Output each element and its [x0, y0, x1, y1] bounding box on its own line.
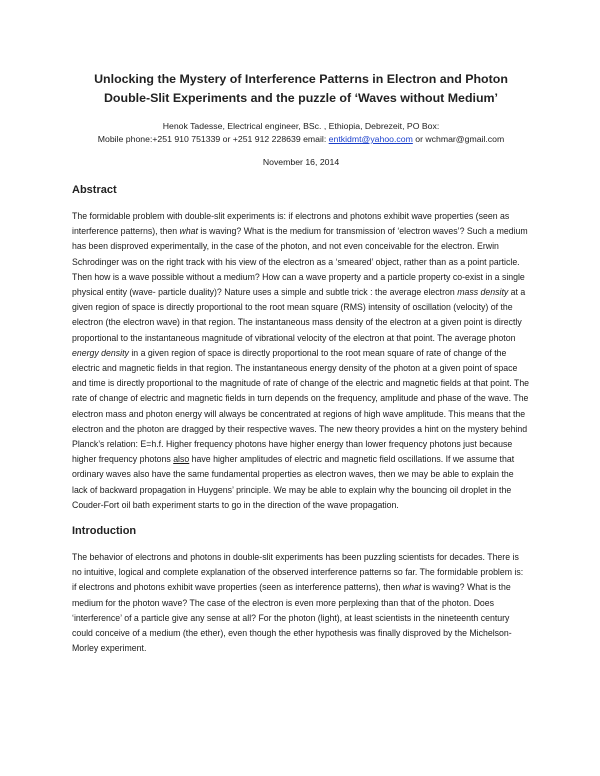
phone-text: Mobile phone:+251 910 751339 or +251 912 228639 email:	[97, 134, 329, 144]
author-contact	[72, 133, 530, 146]
abstract-emphasis-energy-density: energy density	[72, 347, 129, 358]
author-line: Henok Tadesse, Electrical engineer, BSc. , Ethiopia, Debrezeit, PO Box:	[162, 121, 440, 131]
paper-date: November 16, 2014	[262, 157, 340, 167]
abstract-heading: Abstract	[72, 184, 117, 196]
abstract-text-1: The formidable problem with double-slit experiments is: if electrons and photons exhibit wave properties (seen as interference patterns), then	[72, 211, 510, 237]
abstract-emphasis-mass-density: mass density	[457, 287, 509, 298]
intro-text-1: The behavior of electrons and photons in double-slit experiments has been puzzling scientists for decades. There is no intuitive, logical and complete explanation of the observed interference patterns so far. The formidable problem is: if electrons and photons exhibit wave properties (seen as interference patterns), then	[72, 552, 524, 593]
abstract-emphasis-what: what	[179, 226, 198, 237]
abstract-text-2: is waving? What is the medium for transmission of ‘electron waves’? Such a medium has been disproved experimentally, in the case of the photon, and not even conceivable for the electron. Erwin Schrodinger was on the right track with his view of the electron as a ‘smeared’ object, rather than as a point particle. Then how is a wave possible without a medium? How can a wave property and a particle property co-exist in a single physical entity (wave- particle duality)? Nature uses a simple and subtle trick : the average electron	[72, 226, 528, 298]
abstract-paragraph	[72, 209, 530, 513]
introduction-heading: Introduction	[72, 525, 137, 538]
paper-title: Unlocking the Mystery of Interference Patterns in Electron and Photon Double-Slit Experiments and the puzzle of ‘Waves without Medium’	[94, 72, 508, 105]
intro-text-2: is waving? What is the medium for the photon wave? The case of the electron is even more perplexing than that of the photon. Does ‘interference’ of a particle give any sense at all? For the photon (light), at least scientists in the nineteenth century could conceive of a medium (the ether), even though the ether hypothesis was finally disproved by the Michelson-Morley experiment.	[72, 582, 512, 654]
email-gmail: wchmar@gmail.com	[425, 134, 505, 144]
or-text: or	[412, 134, 426, 144]
abstract-text-5: have higher amplitudes of electric and magnetic field oscillations. If we assume that ordinary waves also have the same fundamental properties as electron waves, then we may be able to explain the lack of backward propagation in Huygens’ principle. We may be able to explain why the bouncing oil droplet in the Couder-Fort oil bath experiment starts to go in the direction of the wave propagation.	[72, 454, 515, 510]
abstract-text-4: in a given region of space is directly proportional to the root mean square of rate of change of the electric and magnetic fields in that region. The instantaneous energy density of the photon at a given point of space and time is directly proportional to the magnitude of rate of change of the electric and magnetic fields at that point. The rate of change of electric and magnetic fields in turn depends on the frequency, amplitude and phase of the wave. The electron mass and photon energy will always be concentrated at regions of high wave amplitude. This means that the electron and the photon are dragged by their respective waves. The new theory provides a hint on the mystery behind Planck’s relation: E=h.f. Higher frequency photons have higher energy than lower frequency photons just because higher frequency photons	[72, 347, 530, 465]
introduction-paragraph	[72, 550, 530, 656]
intro-emphasis-what: what	[402, 582, 422, 593]
email-link-yahoo[interactable]: entkidmt@yahoo.com	[328, 134, 413, 144]
abstract-text-3: at a given region of space is directly proportional to the root mean square (RMS) intensity of oscillation (velocity) of the electron (the electron wave) in that region. The instantaneous mass density of the electron at a given point is directly proportional to the instantaneous magnitude of vibrational velocity of the electron at that point. The average photon	[72, 287, 526, 343]
abstract-underline-also: also	[173, 454, 190, 465]
